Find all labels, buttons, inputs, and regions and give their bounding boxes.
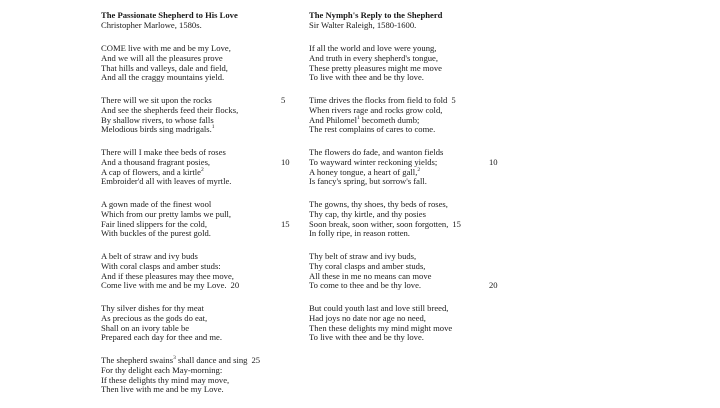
- footnote-marker: 1: [211, 124, 215, 131]
- poem-stanzas: [309, 44, 509, 343]
- line-text-continued: shall dance and sing: [175, 355, 248, 365]
- stanza: [101, 44, 301, 83]
- stanza: [101, 304, 301, 343]
- line-text: As precious as the gods do eat,: [101, 312, 208, 323]
- stanza: [101, 96, 301, 135]
- line-text: With buckles of the purest gold.: [101, 228, 211, 239]
- line-text: And if these pleasures may thee move,: [101, 270, 234, 281]
- line-text: To wayward winter reckoning yields;: [309, 156, 438, 167]
- poem-line: [309, 281, 509, 291]
- line-text: If these delights thy mind may move,: [101, 374, 230, 385]
- line-text: Time drives the flocks from field to fold: [309, 95, 448, 105]
- line-text: Melodious birds sing madrigals.: [101, 124, 212, 135]
- line-text: Embroider'd all with leaves of myrtle.: [101, 176, 232, 187]
- stanza: [309, 252, 509, 291]
- poem-author: Sir Walter Raleigh, 1580-1600.: [309, 20, 417, 30]
- stanza: [101, 356, 301, 395]
- line-text: By shallow rivers, to whose falls: [101, 114, 214, 125]
- footnote-marker: 1: [356, 114, 360, 121]
- line-text: And all the craggy mountains yield.: [101, 72, 225, 83]
- footnote-marker: 3: [173, 355, 176, 362]
- line-text: A cap of flowers, and a kirtle: [101, 166, 201, 177]
- poem-stanzas: [101, 44, 301, 395]
- line-text: Thy coral clasps and amber studs,: [309, 260, 426, 271]
- line-text: Soon break, soon wither, soon forgotten,: [309, 218, 449, 229]
- line-text: And truth in every shepherd's tongue,: [309, 52, 438, 63]
- line-number: 20: [230, 280, 240, 291]
- footnote-marker: 2: [201, 166, 204, 173]
- poem-line: [101, 229, 301, 239]
- poem-line: [309, 73, 509, 83]
- line-text: A honey tongue, a heart of gall,: [309, 166, 418, 177]
- line-text: Is fancy's spring, but sorrow's fall.: [309, 176, 427, 187]
- line-text: If all the world and love were young,: [309, 43, 437, 53]
- poem-title: The Nymph's Reply to the Shepherd: [309, 10, 443, 20]
- line-text: Thy belt of straw and ivy buds,: [309, 251, 417, 261]
- stanza: [101, 200, 301, 239]
- line-text: Come live with me and be my Love.: [101, 280, 227, 291]
- footnote-marker: 2: [417, 166, 421, 173]
- poem-line: [101, 333, 301, 343]
- poem-line: [101, 177, 301, 187]
- line-text: The shepherd swains: [101, 355, 174, 365]
- line-number: 20: [489, 280, 498, 291]
- poem-nymphs-reply: [309, 10, 509, 356]
- line-text: With coral clasps and amber studs:: [101, 260, 221, 271]
- line-text: COME live with me and be my Love,: [101, 43, 231, 53]
- line-text: And see the shepherds feed their flocks,: [101, 104, 239, 115]
- stanza: [101, 252, 301, 291]
- line-text: For thy delight each May-morning:: [101, 364, 223, 375]
- line-text: And we will all the pleasures prove: [101, 52, 223, 63]
- line-text: The flowers do fade, and wanton fields: [309, 147, 444, 157]
- line-text: Shall on an ivory table be: [101, 322, 190, 333]
- line-text: Thy cap, thy kirtle, and thy posies: [309, 208, 426, 219]
- line-text: A belt of straw and ivy buds: [101, 251, 198, 261]
- line-text: That hills and valleys, dale and field,: [101, 62, 228, 73]
- line-text: Which from our pretty lambs we pull,: [101, 208, 232, 219]
- line-number: 15: [281, 218, 290, 229]
- line-number: 10: [489, 156, 498, 167]
- poem-line: [309, 333, 509, 343]
- line-number: 15: [452, 218, 461, 229]
- line-text: But could youth last and love still breed,: [309, 303, 449, 313]
- line-text: Prepared each day for thee and me.: [101, 332, 222, 343]
- line-text: In folly ripe, in reason rotten.: [309, 228, 410, 239]
- line-text: Thy silver dishes for thy meat: [101, 303, 204, 313]
- poem-title: The Passionate Shepherd to His Love: [101, 10, 238, 20]
- poem-passionate-shepherd: [101, 10, 301, 408]
- line-text: The rest complains of cares to come.: [309, 124, 436, 135]
- poem-line: [101, 125, 301, 135]
- stanza: [309, 96, 509, 135]
- line-text: There will I make thee beds of roses: [101, 147, 226, 157]
- poem-line: [309, 177, 509, 187]
- line-text: The gowns, thy shoes, thy beds of roses,: [309, 199, 448, 209]
- line-text: To come to thee and be thy love.: [309, 280, 422, 291]
- line-text: There will we sit upon the rocks: [101, 95, 212, 105]
- stanza: [309, 304, 509, 343]
- line-text: A gown made of the finest wool: [101, 199, 212, 209]
- poem-line: [101, 73, 301, 83]
- poem-line: [101, 385, 301, 395]
- line-number: 10: [281, 156, 290, 167]
- line-text: When rivers rage and rocks grow cold,: [309, 104, 443, 115]
- poem-line: [101, 281, 301, 291]
- line-text: These pretty pleasures might me move: [309, 62, 442, 73]
- line-number: 25: [251, 355, 261, 365]
- poem-line: [309, 229, 509, 239]
- line-text: To live with thee and be thy love.: [309, 72, 424, 83]
- stanza: [309, 200, 509, 239]
- stanza: [309, 44, 509, 83]
- stanza: [101, 148, 301, 187]
- line-text: And a thousand fragrant posies,: [101, 156, 211, 167]
- line-number: 5: [451, 95, 456, 105]
- line-number: 5: [281, 95, 286, 105]
- stanza: [309, 148, 509, 187]
- poem-line: [309, 125, 509, 135]
- line-text: All these in me no means can move: [309, 270, 432, 281]
- line-text: Had joys no date nor age no need,: [309, 312, 426, 323]
- line-text: Then live with me and be my Love.: [101, 384, 224, 395]
- line-text: And Philomel: [309, 114, 357, 125]
- line-text-continued: becometh dumb;: [359, 114, 420, 125]
- line-text: Fair lined slippers for the cold,: [101, 218, 207, 229]
- poem-author: Christopher Marlowe, 1580s.: [101, 20, 202, 30]
- line-text: Then these delights my mind might move: [309, 322, 453, 333]
- line-text: To live with thee and be thy love.: [309, 332, 424, 343]
